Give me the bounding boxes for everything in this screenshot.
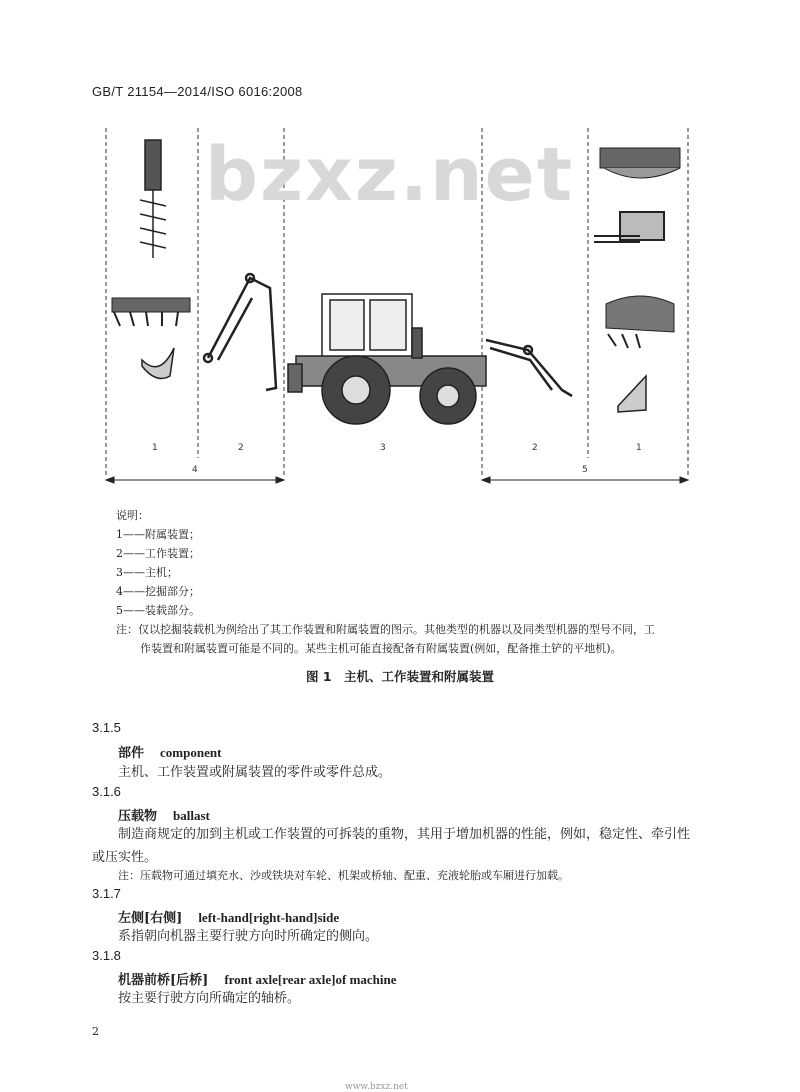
sweeper-attachment-icon: [600, 148, 680, 178]
standard-header: GB/T 21154—2014/ISO 6016:2008: [92, 84, 303, 99]
backhoe-loader-main-icon: [288, 294, 486, 424]
term-en: ballast: [173, 808, 210, 823]
term-en: component: [160, 745, 222, 760]
note-line: 作装置和附属装置可能是不同的。某些主机可能直接配备有附属装置(例如，配备推土铲的平地机)。: [140, 642, 622, 655]
dimension-lines: [106, 477, 688, 483]
term-heading: [118, 742, 221, 761]
watermark: bzxz.net: [205, 132, 575, 218]
page-number: 2: [92, 1025, 99, 1038]
clause-number: 3.1.8: [92, 948, 121, 963]
legend-item: 4——挖掘部分；: [116, 585, 200, 598]
part-label: 1: [636, 443, 642, 453]
term-en: left-hand[right-hand]side: [198, 910, 340, 925]
note-line: 注：仅以挖掘装载机为例给出了其工作装置和附属装置的图示。其他类型的机器以及同类型机器的型号不同，工: [116, 623, 655, 636]
part-label: 2: [532, 443, 538, 453]
term-zh: 机器前桥[后桥]: [118, 973, 209, 988]
legend-item: 2——工作装置；: [116, 547, 200, 560]
term-en: front axle[rear axle]of machine: [224, 972, 397, 987]
grapple-attachment-icon: [112, 298, 190, 326]
clause-number: 3.1.6: [92, 784, 121, 799]
legend-item: 3——主机；: [116, 566, 178, 579]
group-label: 4: [192, 465, 198, 475]
term-heading: [118, 969, 397, 988]
clause-number: 3.1.5: [92, 720, 121, 735]
bucket-attachment-icon: [142, 348, 174, 378]
pallet-fork-attachment-icon: [594, 212, 664, 242]
loader-bucket-attachment-icon: [618, 376, 646, 412]
term-definition: 制造商规定的加到主机或工作装置的可拆装的重物，其用于增加机器的性能，例如，稳定性、牵引性: [118, 827, 691, 842]
term-definition-cont: 或压实性。: [92, 850, 158, 865]
term-note: 注：压载物可通过填充水、沙或铁块对车轮、机架或桥轴、配重、充液轮胎或车厢进行加载。: [118, 869, 569, 882]
backhoe-arm-icon: [204, 274, 276, 390]
loader-arm-icon: [486, 340, 572, 396]
auger-attachment-icon: [140, 140, 166, 258]
term-definition: 系指朝向机器主要行驶方向时所确定的侧向。: [118, 929, 379, 944]
figure-caption: 图 1 主机、工作装置和附属装置: [305, 669, 495, 684]
legend-item: 1——附属装置；: [116, 528, 200, 541]
part-label: 2: [238, 443, 244, 453]
term-zh: 左侧[右侧]: [118, 911, 183, 926]
term-zh: 压载物: [118, 809, 158, 824]
footer-watermark: www.bzxz.net: [345, 1082, 408, 1092]
term-heading: [118, 805, 210, 824]
figure-note: [116, 620, 706, 658]
grapple-bucket-attachment-icon: [606, 296, 674, 348]
term-definition: 主机、工作装置或附属装置的零件或零件总成。: [118, 765, 392, 780]
part-label: 3: [380, 443, 386, 453]
clause-number: 3.1.7: [92, 886, 121, 901]
term-zh: 部件: [118, 746, 145, 761]
part-label: 1: [152, 443, 158, 453]
term-heading: [118, 907, 339, 926]
group-label: 5: [582, 465, 588, 475]
legend-item: 5——装载部分。: [116, 604, 200, 617]
term-definition: 按主要行驶方向所确定的轴桥。: [118, 991, 301, 1006]
legend-title: 说明：: [116, 509, 149, 522]
